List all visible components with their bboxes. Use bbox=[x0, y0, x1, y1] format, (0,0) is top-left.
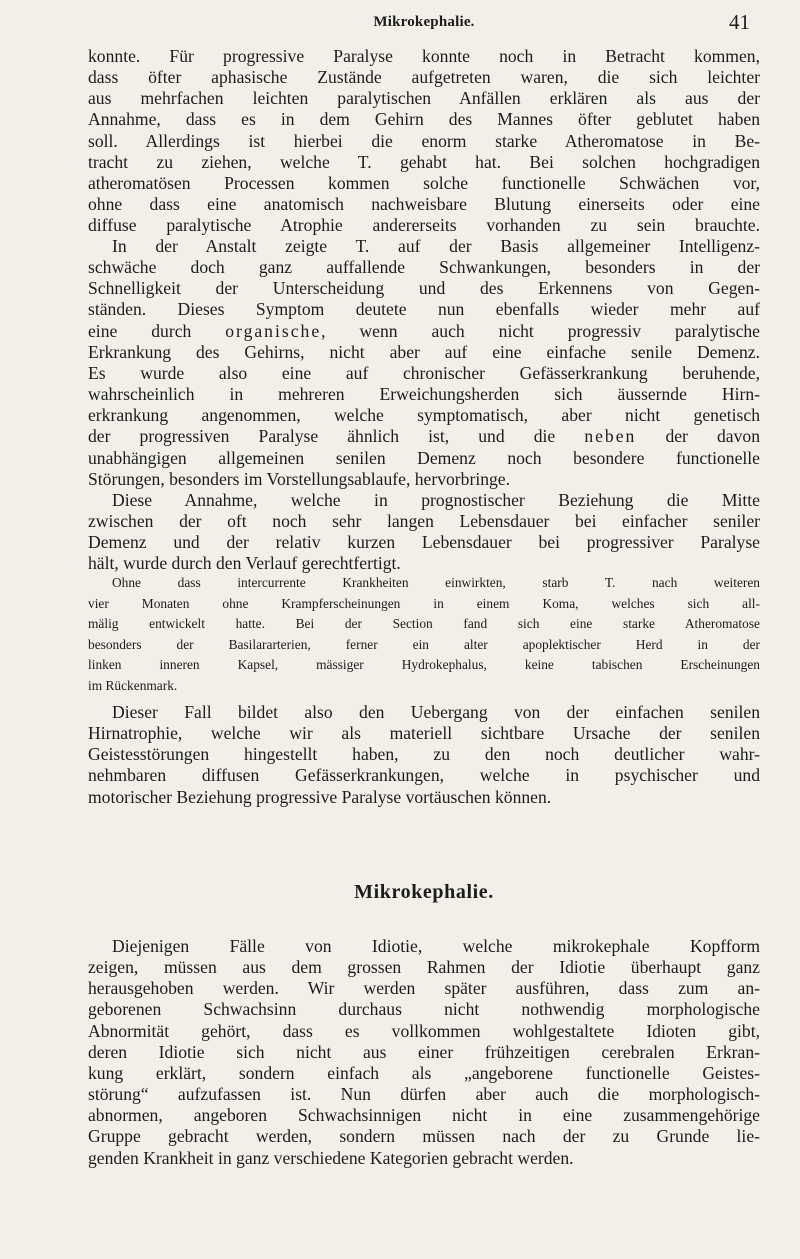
text-line: motorischer Beziehung progressive Paralyse vortäuschen können. bbox=[88, 786, 552, 807]
text-line: Abnormität gehört, dass es vollkommen wohlgestaltete Idioten gibt, bbox=[88, 1020, 760, 1041]
text-line: erkrankung angenommen, welche symptomatisch, aber nicht genetisch bbox=[88, 405, 760, 426]
text-line: ohne dass eine anatomisch nachweisbare Blutung einerseits oder eine bbox=[88, 194, 760, 215]
paragraph-annahme bbox=[88, 490, 760, 575]
paragraph-mikrokephalie bbox=[88, 936, 760, 1169]
paragraph-progressive-paralyse bbox=[88, 46, 760, 236]
text-line: Dieser Fall bildet also den Uebergang von der einfachen senilen bbox=[112, 702, 760, 722]
text-line: In der Anstalt zeigte T. auf der Basis allgemeiner Intelligenz- bbox=[112, 236, 760, 256]
text-line: diffuse paralytische Atrophie andererseits vorhanden zu sein brauchte. bbox=[88, 215, 760, 236]
text-line: Gruppe gebracht werden, sondern müssen nach der zu Grunde lie- bbox=[88, 1126, 760, 1147]
text-line: deren Idiotie sich nicht aus einer frühzeitigen cerebralen Erkran- bbox=[88, 1041, 760, 1062]
text-line: aus mehrfachen leichten paralytischen Anfällen erklären als aus der bbox=[88, 88, 760, 109]
text-line: besonders der Basilararterien, ferner ein alter apoplektischer Herd in der bbox=[88, 636, 760, 652]
paragraph-anstalt bbox=[88, 236, 760, 490]
emphasized-word: organische bbox=[225, 320, 322, 341]
running-header bbox=[88, 10, 760, 38]
text-line: herausgehoben werden. Wir werden später ausführen, dass zum an- bbox=[88, 978, 760, 999]
text-line: zeigen, müssen aus dem grossen Rahmen der Idiotie überhaupt ganz bbox=[88, 957, 760, 978]
text-line: Schnelligkeit der Unterscheidung und des Erkennens von Gegen- bbox=[88, 278, 760, 299]
text-line: wahrscheinlich in mehreren Erweichungsherden sich äussernde Hirn- bbox=[88, 384, 760, 405]
text-line: linken inneren Kapsel, mässiger Hydrokephalus, keine tabischen Erscheinungen bbox=[88, 657, 760, 673]
text-line: dass öfter aphasische Zustände aufgetreten waren, die sich leichter bbox=[88, 67, 760, 88]
paragraph-uebergang bbox=[88, 702, 760, 808]
text-line: zwischen der oft noch sehr langen Lebensdauer bei einfacher seniler bbox=[88, 511, 760, 532]
text-line: abnormen, angeboren Schwachsinnigen nicht in eine zusammengehörige bbox=[88, 1105, 760, 1126]
text-line: Störungen, besonders im Vorstellungsablaufe, hervorbringe. bbox=[88, 468, 511, 489]
running-title: Mikrokephalie. bbox=[373, 14, 475, 30]
text-line: geborenen Schwachsinn durchaus nicht nothwendig morphologische bbox=[88, 999, 760, 1020]
text-line: vier Monaten ohne Krampferscheinungen in einem Koma, welches sich all- bbox=[88, 595, 760, 611]
text-line: unabhängigen allgemeinen senilen Demenz noch besondere functionelle bbox=[88, 447, 760, 468]
text-line bbox=[88, 321, 760, 342]
section-heading: Mikrokephalie. bbox=[354, 881, 494, 903]
text-line: Es wurde also eine auf chronischer Gefässerkrankung beruhende, bbox=[88, 362, 760, 383]
text-segment: , wenn auch nicht progressiv paralytische bbox=[321, 320, 760, 341]
text-segment: eine durch bbox=[88, 320, 226, 341]
text-line: nehmbaren diffusen Gefässerkrankungen, welche in psychischer und bbox=[88, 765, 760, 786]
text-segment: der davon bbox=[636, 426, 760, 447]
text-line: störung“ aufzufassen ist. Nun dürfen aber auch die morphologisch- bbox=[88, 1084, 760, 1105]
text-line: kung erklärt, sondern einfach als „angeborene functionelle Geistes- bbox=[88, 1062, 760, 1083]
emphasized-word: neben bbox=[584, 426, 637, 447]
text-segment: der progressiven Paralyse ähnlich ist, und die bbox=[88, 426, 585, 447]
text-line: Diejenigen Fälle von Idiotie, welche mikrokephale Kopfform bbox=[112, 936, 760, 956]
text-line: Annahme, dass es in dem Gehirn des Mannes öfter geblutet haben bbox=[88, 109, 760, 130]
text-line: Demenz und der relativ kurzen Lebensdauer bei progressiver Paralyse bbox=[88, 532, 760, 553]
page-number: 41 bbox=[729, 10, 750, 34]
text-line: tracht zu ziehen, welche T. gehabt hat. Bei solchen hochgradigen bbox=[88, 151, 760, 172]
text-line: hält, wurde durch den Verlauf gerechtfertigt. bbox=[88, 553, 401, 574]
text-line: Geistesstörungen hingestellt haben, zu den noch deutlicher wahr- bbox=[88, 744, 760, 765]
text-line: schwäche doch ganz auffallende Schwankungen, besonders in der bbox=[88, 257, 760, 278]
text-line: mälig entwickelt hatte. Bei der Section fand sich eine starke Atheromatose bbox=[88, 616, 760, 632]
text-line: ständen. Dieses Symptom deutete nun ebenfalls wieder mehr auf bbox=[88, 299, 760, 320]
text-line: im Rückenmark. bbox=[88, 677, 178, 693]
text-line: atheromatösen Processen kommen solche functionelle Schwächen vor, bbox=[88, 172, 760, 193]
text-line: Erkrankung des Gehirns, nicht aber auf eine einfache senile Demenz. bbox=[88, 341, 760, 362]
text-line: Ohne dass intercurrente Krankheiten einwirkten, starb T. nach weiteren bbox=[112, 575, 760, 590]
text-line: Hirnatrophie, welche wir als materiell sichtbare Ursache der senilen bbox=[88, 723, 760, 744]
note-case-report bbox=[88, 573, 760, 697]
text-line bbox=[88, 426, 760, 447]
text-line: konnte. Für progressive Paralyse konnte noch in Betracht kommen, bbox=[88, 46, 760, 66]
text-line: genden Krankheit in ganz verschiedene Kategorien gebracht werden. bbox=[88, 1147, 574, 1168]
text-line: soll. Allerdings ist hierbei die enorm starke Atheromatose in Be- bbox=[88, 130, 760, 151]
text-line: Diese Annahme, welche in prognostischer Beziehung die Mitte bbox=[112, 490, 760, 510]
